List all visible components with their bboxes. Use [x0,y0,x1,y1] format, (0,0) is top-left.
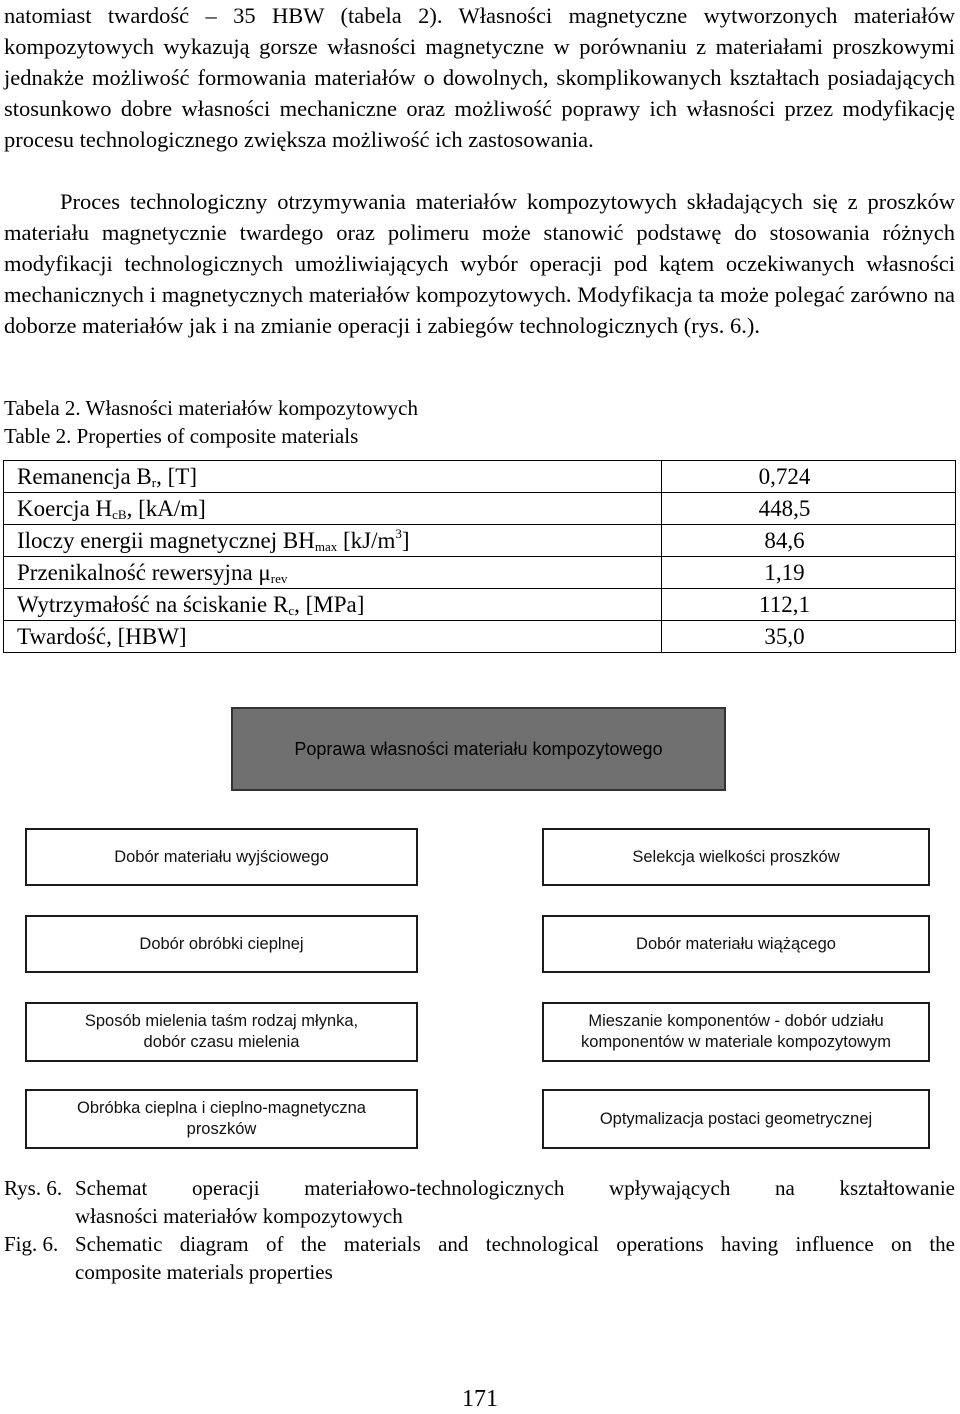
property-label: Przenikalność rewersyjna $\mu_{rev}$ [4,557,662,589]
diagram-box-label: Mieszanie komponentów - dobór udziału komponentów w materiale kompozytowym [581,1012,891,1051]
property-value: 0,724 [662,461,956,493]
table-row [4,493,956,525]
diagram-box-left-3 [25,1002,418,1062]
paragraph-2-text: Proces technologiczny otrzymywania materiałów kompozytowych składających się z proszków materiału magnetycznie twardego oraz polimeru może stanowić podstawę do stosowania różnych modyfikacji technologicznych umożliwiających wybór operacji pod kątem oczekiwanych własności mechanicznych i magnetycznych materiałów kompozytowych. Modyfikacja ta może polegać zarówno na doborze materiałów jak i na zmianie operacji i zabiegów technologicznych (rys. 6.). [4,189,955,338]
diagram-box-left-4 [25,1089,418,1149]
property-value: 112,1 [662,589,956,621]
table-row [4,589,956,621]
table-row [4,557,956,589]
diagram-box-label: Sposób mielenia taśm rodzaj młynka, dobór czasu mielenia [84,1012,359,1051]
diagram-box-right-4 [542,1089,930,1149]
figure-caption-en-line2: composite materials properties [75,1260,333,1284]
figure-caption-pl-line2: własności materiałów kompozytowych [75,1204,403,1228]
diagram-box-label: Dobór materiału wyjściowego [114,847,329,866]
diagram-box-label: Dobór materiału wiążącego [636,934,836,953]
diagram-box-label: Dobór obróbki cieplnej [139,934,304,953]
diagram-box-right-3 [542,1002,930,1062]
diagram-header-box [231,707,726,791]
diagram-box-label: Optymalizacja postaci geometrycznej [599,1109,873,1128]
figure-label-pl: Rys. 6. [4,1176,63,1200]
diagram-header-label: Poprawa własności materiału kompozytowego [294,738,663,759]
figure-caption-pl-line1: Schemat operacji materiałowo-technologicznych wpływających na kształtowanie [75,1176,955,1200]
property-label: Iloczy energii magnetycznej $BH_{max}$ $[kJ/m^3]$ [4,525,662,557]
figure-label-en: Fig. 6. [4,1232,59,1256]
figure-caption [4,1174,955,1286]
table-row [4,621,956,653]
diagram-box-left-1 [25,828,418,886]
diagram-box-label: Selekcja wielkości proszków [632,847,840,866]
paragraph-1: natomiast twardość – 35 HBW (tabela 2). Własności magnetyczne wytworzonych materiałów kompozytowych wykazują gorsze własności magnetyczne w porównaniu z materiałami proszkowymi jednakże możliwość formowania materiałów o dowolnych, skomplikowanych kształtach posiadających stosunkowo dobre własności mechaniczne oraz możliwość poprawy ich własności przez modyfikację procesu technologicznego zwiększa możliwość ich zastosowania. [4,3,955,152]
property-label: Twardość, [HBW] [4,621,662,653]
diagram-box-label: Obróbka cieplna i cieplno-magnetyczna proszków [77,1099,366,1138]
table-row [4,525,956,557]
table-caption-en: Table 2. Properties of composite materials [4,424,359,448]
caption-spacer [4,1258,75,1286]
diagram-box-left-2 [25,915,418,973]
table-caption-pl: Tabela 2. Własności materiałów kompozytowych [4,396,418,420]
property-value: 84,6 [662,525,956,557]
property-value: 1,19 [662,557,956,589]
table-row [4,461,956,493]
property-value: 448,5 [662,493,956,525]
property-label: Koercja $H_{cB}$, [kA/m] [4,493,662,525]
page-number: 171 [462,1386,498,1412]
property-label: Remanencja $B_r$, [T] [4,461,662,493]
diagram-box-right-1 [542,828,930,886]
properties-table [3,460,956,653]
property-value: 35,0 [662,621,956,653]
paragraph-2 [4,186,955,341]
diagram-box-right-2 [542,915,930,973]
property-label: Wytrzymałość na ściskanie $R_c$, [MPa] [4,589,662,621]
caption-spacer [4,1202,75,1230]
figure-caption-en-line1: Schematic diagram of the materials and technological operations having influence on the [75,1232,955,1256]
